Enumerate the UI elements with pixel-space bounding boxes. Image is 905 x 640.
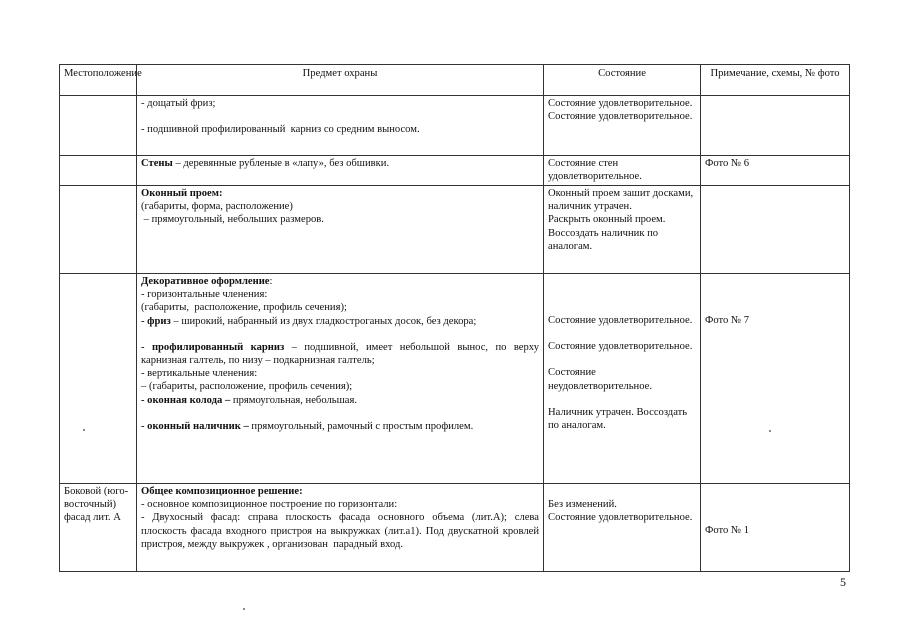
subject-line: (габариты, расположение, профиль сечения);: [141, 302, 347, 314]
subject-text: прямоугольная, небольшая.: [230, 394, 357, 406]
subject-text: прямоугольный, рамочный с простым профилем.: [248, 420, 474, 432]
subject-term: - профилированный карниз: [141, 341, 285, 353]
subject-line: – (габариты, расположение, профиль сечения);: [141, 381, 353, 393]
table-row: [60, 96, 850, 156]
subject-term: - оконная колода –: [141, 394, 231, 406]
location-cell: Боковой (юго-восточный) фасад лит. А: [60, 484, 137, 572]
subject-cell: [137, 274, 544, 484]
subject-term: - фриз: [141, 315, 171, 327]
header-note: Примечание, схемы, № фото: [701, 65, 850, 96]
condition-cell: [544, 96, 701, 156]
subject-term: Стены: [141, 158, 173, 169]
photo-reference: Фото № 7: [705, 315, 750, 326]
subject-text: – деревянные рубленые в «лапу», без обшивки.: [172, 158, 390, 169]
scan-speck: [769, 430, 771, 432]
note-cell: [701, 274, 850, 484]
condition-cell: [544, 274, 701, 484]
subject-line: - дощатый фриз;: [141, 98, 216, 109]
location-cell: [60, 186, 137, 274]
condition-text: Состояние удовлетворительное.: [548, 341, 693, 353]
condition-text: Состояние удовлетворительное.: [548, 98, 693, 109]
condition-text: Раскрыть оконный проем. Воссоздать наличник по аналогам.: [548, 214, 669, 252]
subject-term: Общее композиционное решение:: [141, 486, 303, 497]
photo-reference: Фото № 1: [705, 525, 750, 536]
condition-text: Состояние удовлетворительное.: [548, 315, 693, 326]
subject-line: – прямоугольный, небольших размеров.: [141, 214, 324, 226]
header-condition: Состояние: [544, 65, 701, 96]
subject-term: Оконный проем:: [141, 188, 223, 199]
note-cell: [701, 96, 850, 156]
note-cell: Фото № 6: [701, 156, 850, 186]
subject-cell: [137, 186, 544, 274]
header-location: Местоположение: [60, 65, 137, 96]
subject-term: - оконный наличник –: [141, 420, 249, 432]
condition-text: Состояние удовлетворительное.: [548, 512, 693, 524]
protection-subject-table: [59, 64, 850, 572]
location-cell: [60, 156, 137, 186]
subject-paragraph: - Двухосный фасад: справа плоскость фасада основного объема (лит.А); слева плоскость фасада входного пристроя на выкружках (лит.а1). Под двускатной кровлей пристроя, между выкружек , организован парадный вход.: [141, 512, 542, 550]
table-row: [60, 274, 850, 484]
condition-text: Без изменений.: [548, 499, 617, 510]
subject-line: - основное композиционное построение по горизонтали:: [141, 499, 398, 511]
condition-cell: [544, 186, 701, 274]
subject-cell: [137, 156, 544, 186]
location-cell: [60, 274, 137, 484]
subject-cell: [137, 96, 544, 156]
table-row: [60, 484, 850, 572]
table-row: [60, 186, 850, 274]
location-cell: [60, 96, 137, 156]
scan-speck: [243, 608, 245, 610]
note-cell: [701, 484, 850, 572]
subject-text: – подшивной, имеет небольшой вынос, по верху карнизная галтель, по низу – подкарнизная галтель;: [141, 341, 542, 367]
scan-speck: [83, 429, 85, 431]
subject-line: (габариты, форма, расположение): [141, 201, 293, 213]
condition-text: Наличник утрачен. Воссоздать по аналогам.: [548, 406, 690, 432]
subject-term: Декоративное оформление: [141, 276, 270, 287]
condition-cell: [544, 484, 701, 572]
subject-line: - подшивной профилированный карниз со средним выносом.: [141, 124, 420, 136]
condition-cell: [544, 156, 701, 186]
table-row: [60, 156, 850, 186]
condition-text: Оконный проем зашит досками, наличник утрачен.: [548, 188, 696, 213]
page-number: 5: [840, 575, 846, 589]
note-cell: [701, 186, 850, 274]
condition-text: Состояние удовлетворительное.: [548, 111, 693, 123]
subject-text: – широкий, набранный из двух гладкостроганых досок, без декора;: [170, 315, 477, 327]
header-subject: Предмет охраны: [137, 65, 544, 96]
subject-cell: [137, 484, 544, 572]
condition-text: Состояние стен удовлетворительное.: [548, 158, 642, 183]
subject-line: [141, 110, 539, 123]
subject-text: :: [269, 276, 273, 287]
header-row: [60, 65, 850, 96]
subject-line: - вертикальные членения:: [141, 368, 258, 380]
condition-text: Состояние неудовлетворительное.: [548, 367, 652, 392]
subject-line: - горизонтальные членения:: [141, 289, 268, 301]
